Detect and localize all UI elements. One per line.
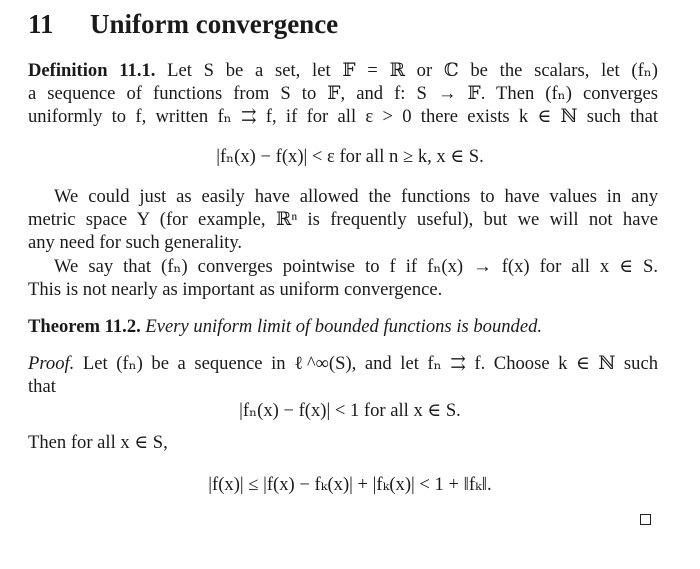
proof-display-equation-2: |f(x)| ≤ |f(x) − fₖ(x)| + |fₖ(x)| < 1 + ‖fₖ‖. [208,474,492,495]
definition-text-1: Let S be a set, let 𝔽 = ℝ or ℂ be the scalars, let (fₙ) [167,60,658,81]
section-number: 11 [28,9,54,39]
definition-display-equation: |fₙ(x) − f(x)| < ε for all n ≥ k, x ∈ S. [216,146,484,167]
section-heading [28,8,338,40]
proof-line-2: that [28,376,56,397]
remark-line-3: any need for such generality. [28,232,243,253]
section-title: Uniform convergence [90,9,339,39]
definition-label: Definition 11.1. [28,60,156,81]
definition-line-1 [28,60,658,82]
proof-then-line: Then for all x ∈ S, [28,432,168,453]
theorem-label: Theorem 11.2. [28,316,141,337]
theorem-statement: Every uniform limit of bounded functions is bounded. [145,316,543,337]
remark-line-2: metric space Y (for example, ℝⁿ is frequently useful), but we will not have [28,209,658,230]
proof-label: Proof. [28,353,75,374]
pointwise-line-1: We say that (fₙ) converges pointwise to f if fₙ(x) → f(x) for all x ∈ S. [54,256,658,277]
theorem-line [28,316,658,338]
pointwise-line-2: This is not nearly as important as uniform convergence. [28,279,443,300]
qed-square-icon [640,514,651,525]
proof-text-1: Let (fₙ) be a sequence in ℓ^∞(S), and let fₙ ⇉ f. Choose k ∈ ℕ such [82,353,658,374]
proof-line-1 [28,353,658,375]
remark-line-1: We could just as easily have allowed the functions to have values in any [54,186,658,207]
definition-line-2: a sequence of functions from S to 𝔽, and f: S → 𝔽. Then (fₙ) converges [28,83,658,104]
definition-line-3: uniformly to f, written fₙ ⇉ f, if for all ε > 0 there exists k ∈ ℕ such that [28,106,658,127]
proof-display-equation-1: |fₙ(x) − f(x)| < 1 for all x ∈ S. [239,400,461,421]
